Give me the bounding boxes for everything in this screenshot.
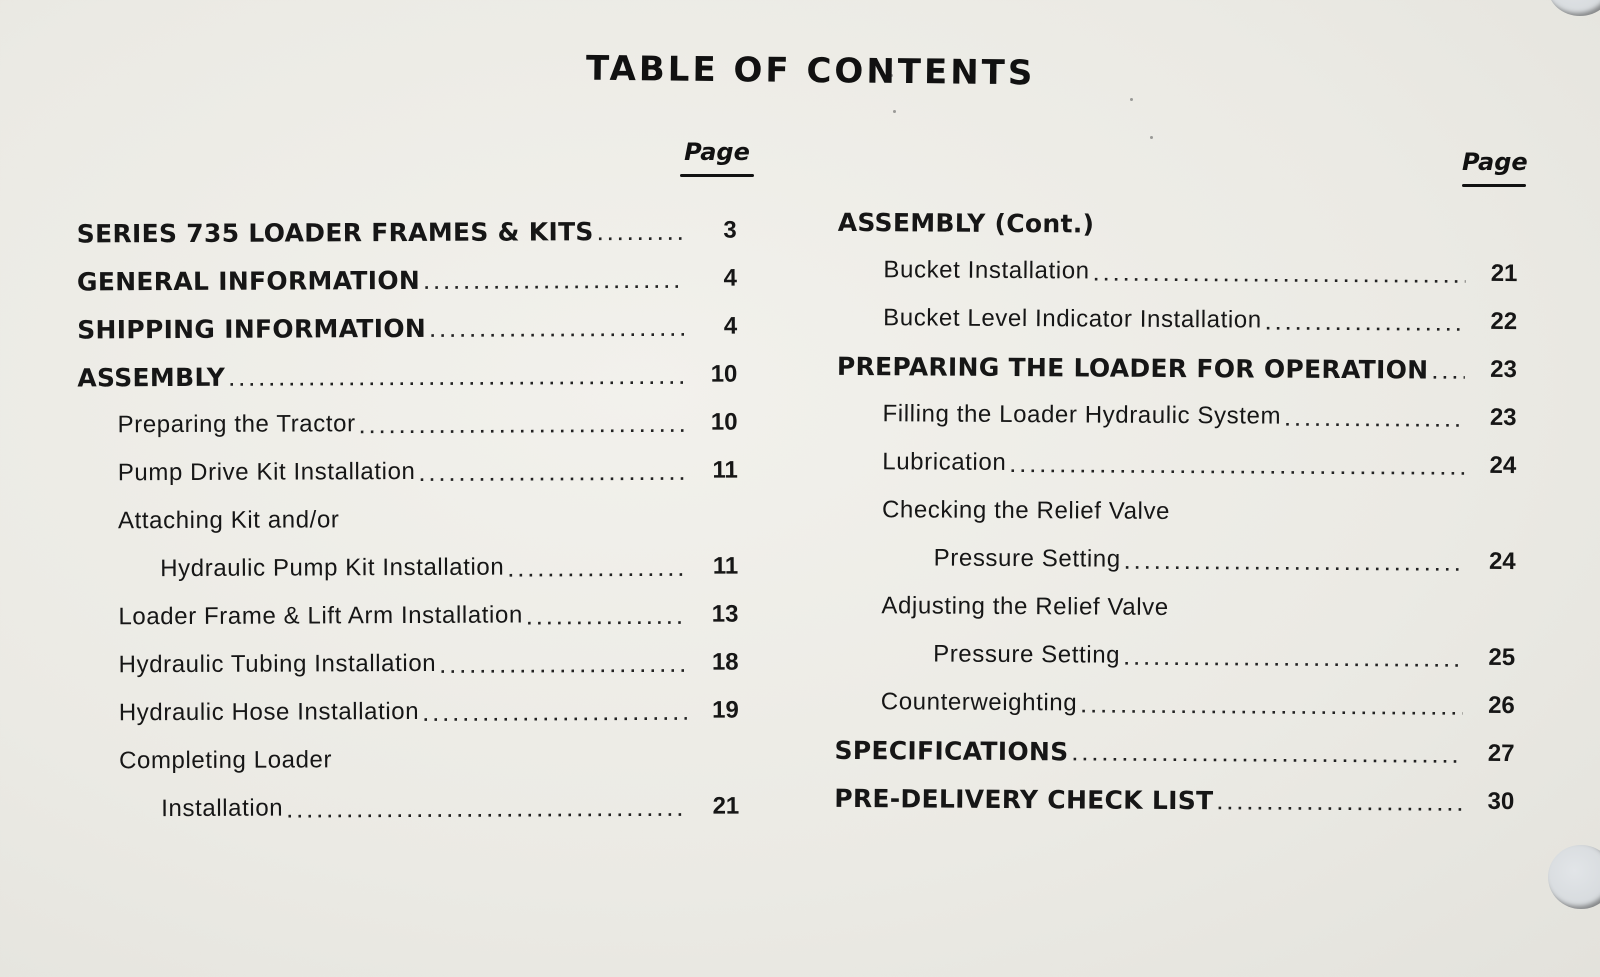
paper-speck bbox=[893, 110, 896, 113]
toc-entry-page-number: 19 bbox=[712, 696, 739, 724]
dot-leader bbox=[1124, 648, 1463, 671]
toc-entry-page-number: 10 bbox=[710, 360, 738, 388]
toc-entry-page-number: 18 bbox=[711, 648, 739, 676]
toc-entry-page-number: 3 bbox=[723, 216, 737, 244]
dot-leader bbox=[508, 559, 686, 581]
toc-entry-page-number: 21 bbox=[1490, 259, 1518, 288]
toc-entry-page-number: 4 bbox=[723, 312, 738, 340]
toc-entry-title: Hydraulic Hose Installation bbox=[118, 697, 420, 727]
toc-entry-page-number: 23 bbox=[1489, 403, 1517, 432]
toc-entry[interactable] bbox=[838, 198, 1518, 250]
paper-speck bbox=[1130, 98, 1133, 101]
toc-entry-title: Completing Loader bbox=[118, 746, 333, 775]
dot-leader bbox=[1217, 793, 1462, 815]
toc-entry-page-number: 13 bbox=[711, 600, 739, 628]
toc-entry-title: SPECIFICATIONS bbox=[834, 735, 1069, 766]
binder-hole-top bbox=[1548, 0, 1600, 16]
toc-entry-title: ASSEMBLY (Cont.) bbox=[837, 207, 1095, 238]
dot-leader bbox=[527, 607, 687, 629]
toc-entry-title: Lubrication bbox=[882, 448, 1007, 476]
toc-entry-page-number: 27 bbox=[1487, 739, 1515, 768]
toc-entry[interactable] bbox=[835, 630, 1515, 682]
toc-entry-page-number: 4 bbox=[723, 264, 738, 292]
header-underline bbox=[1462, 184, 1526, 187]
toc-entry[interactable] bbox=[837, 342, 1517, 394]
toc-entry-title: Preparing the Tractor bbox=[117, 410, 356, 439]
toc-entry-title: PREPARING THE LOADER FOR OPERATION bbox=[836, 351, 1429, 385]
toc-entry-title: Pressure Setting bbox=[933, 544, 1121, 573]
toc-entry[interactable] bbox=[77, 303, 737, 354]
dot-leader bbox=[229, 367, 685, 390]
toc-entry[interactable] bbox=[77, 399, 737, 450]
toc-entry[interactable] bbox=[79, 639, 739, 690]
dot-leader bbox=[1094, 264, 1466, 287]
dot-leader bbox=[1072, 744, 1462, 767]
toc-entry-title: SERIES 735 LOADER FRAMES & KITS bbox=[76, 216, 594, 248]
toc-column-left bbox=[77, 207, 740, 834]
toc-entry[interactable] bbox=[834, 774, 1514, 826]
toc-entry-title: Attaching Kit and/or bbox=[117, 506, 340, 535]
dot-leader bbox=[440, 655, 687, 677]
dot-leader bbox=[598, 223, 685, 244]
toc-entry[interactable] bbox=[78, 543, 738, 594]
toc-entry[interactable] bbox=[77, 207, 737, 258]
toc-entry[interactable] bbox=[77, 255, 737, 306]
toc-entry-page-number: 30 bbox=[1487, 787, 1515, 816]
dot-leader bbox=[1125, 552, 1464, 575]
toc-entry-title: ASSEMBLY bbox=[77, 362, 226, 392]
dot-leader bbox=[1266, 313, 1466, 335]
toc-entry-page-number: 26 bbox=[1488, 691, 1515, 720]
toc-entry-title: SHIPPING INFORMATION bbox=[77, 313, 427, 344]
toc-entry-title: Filling the Loader Hydraulic System bbox=[882, 400, 1282, 430]
toc-entry-title: Checking the Relief Valve bbox=[881, 496, 1171, 525]
toc-entry[interactable] bbox=[836, 438, 1516, 490]
dot-leader bbox=[1081, 696, 1463, 719]
dot-leader bbox=[360, 415, 686, 437]
toc-entry[interactable] bbox=[78, 495, 738, 546]
toc-entry[interactable] bbox=[78, 447, 738, 498]
dot-leader bbox=[424, 271, 685, 293]
toc-entry-title: Hydraulic Tubing Installation bbox=[118, 649, 437, 679]
toc-entry-page-number: 25 bbox=[1488, 643, 1516, 672]
page-column-header-right bbox=[1462, 148, 1526, 187]
toc-entry-title: Bucket Level Indicator Installation bbox=[883, 304, 1262, 334]
page-header-label: Page bbox=[1462, 148, 1528, 176]
toc-entry[interactable] bbox=[834, 726, 1514, 778]
toc-entry-title: PRE-DELIVERY CHECK LIST bbox=[834, 783, 1214, 815]
toc-entry-page-number: 11 bbox=[712, 552, 739, 580]
toc-entry-page-number: 21 bbox=[712, 792, 740, 820]
toc-entry-page-number: 11 bbox=[712, 456, 738, 484]
dot-leader bbox=[423, 703, 687, 725]
page-title: TABLE OF CONTENTS bbox=[585, 48, 1036, 94]
toc-entry[interactable] bbox=[835, 678, 1515, 730]
toc-entry[interactable] bbox=[79, 783, 739, 834]
dot-leader bbox=[419, 463, 685, 485]
toc-entry-title: Pressure Setting bbox=[933, 640, 1121, 669]
toc-entry-title: Installation bbox=[161, 794, 284, 823]
dot-leader bbox=[1010, 455, 1464, 479]
toc-entry[interactable] bbox=[837, 294, 1517, 346]
toc-entry[interactable] bbox=[77, 351, 737, 402]
page-column-header-left bbox=[680, 138, 754, 177]
header-underline bbox=[680, 174, 754, 177]
toc-entry[interactable] bbox=[836, 486, 1516, 538]
toc-entry[interactable] bbox=[835, 582, 1515, 634]
toc-entry[interactable] bbox=[79, 735, 739, 786]
paper-speck bbox=[1150, 136, 1153, 139]
toc-entry-title: Adjusting the Relief Valve bbox=[881, 592, 1169, 621]
toc-entry[interactable] bbox=[79, 687, 739, 738]
dot-leader bbox=[1432, 362, 1465, 383]
toc-entry[interactable] bbox=[837, 246, 1517, 298]
toc-entry-title: Counterweighting bbox=[880, 688, 1078, 717]
toc-entry[interactable] bbox=[836, 390, 1516, 442]
toc-entry-title: Hydraulic Pump Kit Installation bbox=[160, 553, 505, 583]
toc-entry-page-number: 10 bbox=[710, 408, 738, 436]
toc-entry[interactable] bbox=[836, 534, 1516, 586]
toc-entry-title: Pump Drive Kit Installation bbox=[117, 457, 416, 487]
binder-hole-bottom bbox=[1548, 845, 1600, 909]
toc-column-right bbox=[834, 198, 1518, 826]
toc-entry[interactable] bbox=[78, 591, 738, 642]
dot-leader bbox=[1285, 409, 1465, 431]
toc-entry-page-number: 23 bbox=[1490, 355, 1517, 384]
dot-leader bbox=[430, 319, 685, 341]
toc-entry-title: Bucket Installation bbox=[883, 256, 1090, 285]
toc-entry-page-number: 24 bbox=[1488, 547, 1516, 576]
toc-entry-title: Loader Frame & Lift Arm Installation bbox=[118, 601, 523, 631]
toc-entry-page-number: 22 bbox=[1490, 307, 1518, 336]
toc-entry-title: GENERAL INFORMATION bbox=[76, 265, 421, 296]
dot-leader bbox=[287, 799, 687, 822]
page-header-label: Page bbox=[684, 138, 750, 166]
toc-entry-page-number: 24 bbox=[1489, 451, 1517, 480]
